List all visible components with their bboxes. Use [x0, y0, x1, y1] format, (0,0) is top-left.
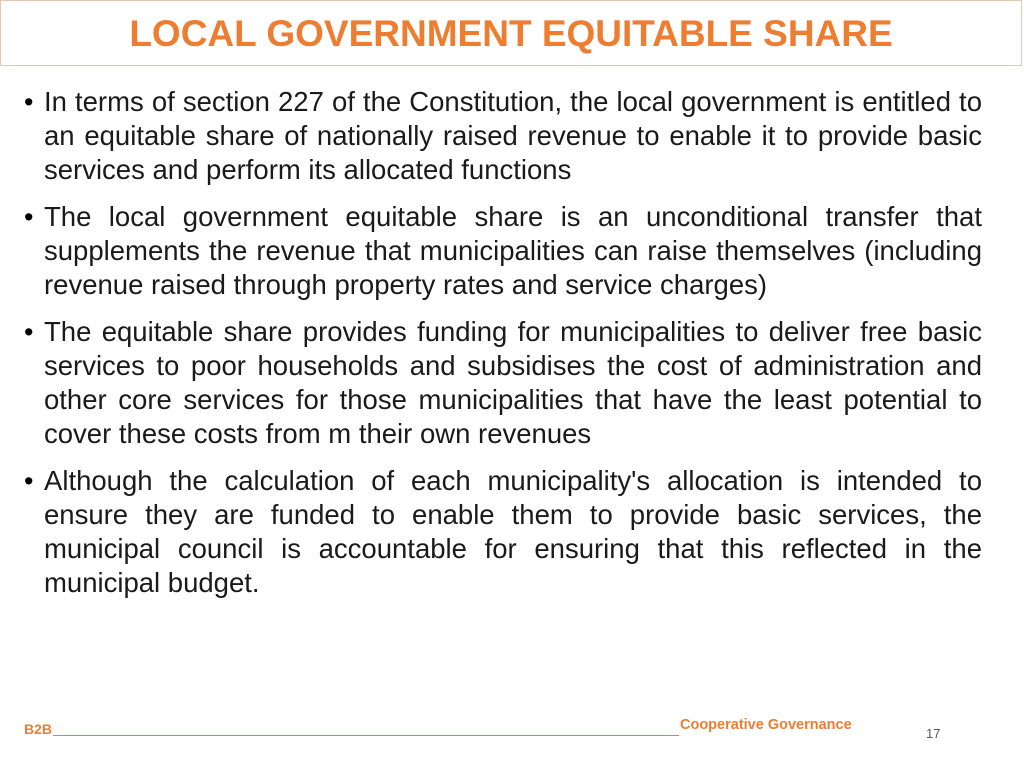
bullet-marker: • — [24, 202, 34, 232]
title-box — [0, 0, 1022, 66]
bullet-item — [24, 315, 982, 451]
bullet-item — [24, 200, 982, 302]
bullet-marker: • — [24, 317, 34, 347]
bullet-text: The local government equitable share is an unconditional transfer that supplements the revenue that municipalities can raise themselves (including revenue raised through property rates and service charges) — [44, 201, 982, 300]
footer-b2b-label: B2B — [24, 721, 53, 737]
bullet-marker: • — [24, 87, 34, 117]
page-number: 17 — [926, 726, 941, 741]
bullet-text: Although the calculation of each municipality's allocation is intended to ensure they are funded to enable them to provide basic services, the municipal council is accountable for ensuring that this reflected in the municipal budget. — [44, 465, 982, 598]
bullet-list — [24, 85, 982, 613]
bullet-item — [24, 85, 982, 187]
bullet-text: The equitable share provides funding for municipalities to deliver free basic services to poor households and subsidises the cost of administration and other core services for those municipalities that have the least potential to cover these costs from m their own revenues — [44, 316, 982, 449]
footer-divider — [53, 735, 679, 736]
footer-brand: Cooperative Governance — [680, 717, 852, 733]
bullet-text: In terms of section 227 of the Constitution, the local government is entitled to an equitable share of nationally raised revenue to enable it to provide basic services and perform its allocated functions — [44, 86, 982, 185]
slide-title: LOCAL GOVERNMENT EQUITABLE SHARE — [129, 12, 893, 54]
footer — [0, 712, 1024, 768]
bullet-marker: • — [24, 466, 34, 496]
bullet-item — [24, 464, 982, 600]
